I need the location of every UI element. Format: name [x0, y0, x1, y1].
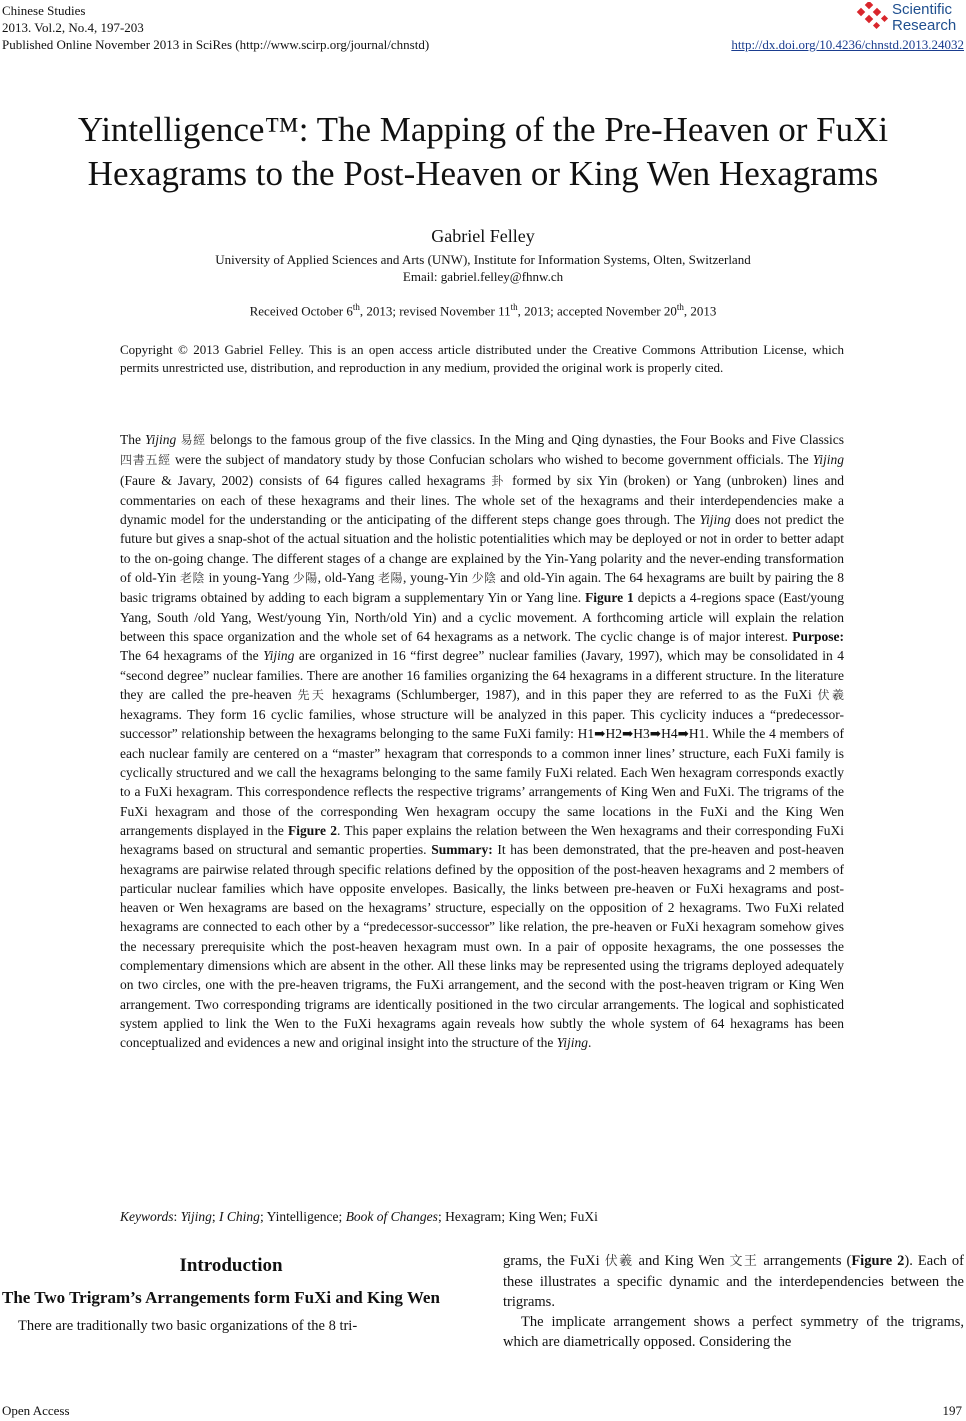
- keywords: Keywords: Yijing; I Ching; Yintelligence; Book of Changes; Hexagram; King Wen; FuXi: [120, 1209, 598, 1224]
- section-heading: Introduction: [179, 1255, 283, 1276]
- author-name: Gabriel Felley: [431, 226, 535, 246]
- figure-2-ref: Figure 2: [288, 822, 337, 838]
- abstract: The Yijing 易經 belongs to the famous group of the five classics. In the Ming and Qing dynasties, the Four Books and Five Classics 四書五經 were the subject of mandatory study by those Confucian scholars who wished to become government officials. The Yijing (Faure & Javary, 2002) consists of 64 figures called hexagrams 卦 formed by six Yin (broken) or Yang (unbroken) lines and commentaries on each of these hexagrams and their lines. The whole set of the hexagrams and their interdependencies make a dynamic model for the understanding or the anticipating of the different steps change goes through. The Yijing does not predict the future but gives a snap-shot of the actual situation and the holistic potentialities which may be deployed or not in order to better adapt to the on-going change. The different stages of a change are explained by the Yin-Yang polarity and the never-ending transformation of old-Yin 老陰 in young-Yang 少陽, old-Yang 老陽, young-Yin 少陰 and old-Yin again. The 64 hexagrams are built by pairing the 8 basic trigrams obtained by adding to each bigram a supplementary Yin or Yang line. Figure 1 depicts a 4-regions space (East/young Yang, South /old Yang, West/young Yin, North/old Yin) and a cyclic movement. A forthcoming article will explain the relation between this space organization and the whole set of 64 hexagrams as a network. The cyclic change is of major interest. Purpose: The 64 hexagrams of the Yijing are organized in 16 “first degree” nuclear families (Javary, 1997), which may be consolidated in 4 “second degree” nuclear families. There are another 16 families organizing the 64 hexagrams in a different structure. In the literature they are called the pre-heaven 先天 hexagrams (Schlumberger, 1987), and in this paper they are referred to as the FuXi 伏羲 hexagrams. They form 16 cyclic families, whose structure will be analyzed in this paper. This cyclicity induces a “predecessor-successor” relationship between the hexagrams belonging to the same FuXi family: H1➡H2➡H3➡H4➡H1. While the 4 members of each nuclear family are centered on a “master” hexagram that corresponds to a common inner lines’ structure, each FuXi family is cyclically structured and we call the hexagrams belonging to the same family FuXi related. Each Wen hexagram corresponds exactly to a FuXi hexagram. This correspondence reflects the respective trigrams’ arrangements of King Wen and FuXi. The trigrams of the FuXi hexagram and those of the corresponding Wen hexagram occupy the same locations in the FuXi and the King Wen arrangements displayed in the Figure 2. This paper explains the relation between the Wen hexagrams and their corresponding FuXi hexagrams based on structural and semantic properties. Summary: It has been demonstrated, that the pre-heaven and post-heaven hexagrams are pairwise related through specific relations defined by the opposition of the post-heaven hexagrams and 2 members of particular nuclear families which have opposite envelopes. Basically, the links between pre-heaven or FuXi hexagrams and post-heaven or Wen hexagrams are based on the hexagrams’ structure, especially on the opposition of 2 hexagrams. Two FuXi related hexagrams are connected to each other by a “predecessor-successor” like relation, the pre-heaven or FuXi hexagram somehow gives the necessary prerequisite which the post-heaven hexagram must own. In a pair of opposite hexagrams, the one possesses the complementary dimensions which are absent in the other. All these links may be represented using the trigrams deployed adequately on two circles, one with the pre-heaven trigrams, the FuXi arrangement, and the second with the post-heaven trigram or King Wen arrangement. Two corresponding trigrams are identically positioned in the two circular arrangements. The logical and sophisticated system applied to link the Wen to the FuXi hexagrams again reveals how subtly the whole system of 64 hexagrams has been conceptualized and evidences a new and original insight into the structure of the Yijing.: [120, 432, 845, 1051]
- right-column: [503, 1251, 964, 1352]
- copyright-notice: Copyright © 2013 Gabriel Felley. This is an open access article distributed under the Creative Commons Attribution License, which permits unrestricted use, distribution, and reproduction in any medium, provided the original work is properly cited.: [120, 342, 844, 375]
- body-paragraph-2: The implicate arrangement shows a perfect symmetry of the trigrams, which are diametrically opposed. Considering the: [503, 1314, 964, 1350]
- affiliation: University of Applied Sciences and Arts (UNW), Institute for Information Systems, Olten, Switzerland: [215, 252, 751, 267]
- figure-1-ref: Figure 1: [585, 590, 634, 606]
- page-number: 197: [942, 1403, 962, 1418]
- footer-open-access: Open Access: [2, 1403, 70, 1418]
- author-email: Email: gabriel.felley@fhnw.ch: [402, 269, 564, 284]
- summary-label: Summary:: [431, 842, 493, 858]
- left-column: [2, 1255, 460, 1336]
- doi-link[interactable]: http://dx.doi.org/10.4236/chnstd.2013.24032: [731, 37, 964, 52]
- subsection-heading: The Two Trigram’s Arrangements form FuXi and King Wen: [2, 1288, 440, 1307]
- yijing-term: Yijing: [144, 432, 177, 447]
- publisher-logo: [852, 0, 962, 40]
- logo-word-1: Scientific: [892, 1, 953, 18]
- paper-title: [20, 108, 946, 196]
- published-online: Published Online November 2013 in SciRes (http://www.scirp.org/journal/chnstd): [2, 37, 430, 52]
- volume-info: 2013. Vol.2, No.4, 197-203: [2, 20, 144, 35]
- logo-word-2: Research: [892, 17, 957, 34]
- title-line-2: Hexagrams to the Post-Heaven or King Wen Hexagrams: [87, 154, 879, 193]
- publisher-logo-icon: [852, 2, 890, 32]
- purpose-label: Purpose:: [792, 628, 844, 644]
- figure-2-ref-body: Figure 2: [851, 1253, 905, 1269]
- page-footer: [2, 1403, 964, 1419]
- title-line-1: Yintelligence™: The Mapping of the Pre-Heaven or FuXi: [77, 110, 889, 149]
- journal-name: Chinese Studies: [2, 3, 86, 18]
- article-dates: Received October 6th, 2013; revised November 11th, 2013; accepted November 20th, 2013: [249, 302, 717, 319]
- body-paragraph-1: grams, the FuXi 伏羲 and King Wen 文王 arrangements (Figure 2). Each of these illustrates a specific dynamic and the interdependencies between the trigrams.: [503, 1253, 964, 1310]
- body-paragraph: There are traditionally two basic organizations of the 8 tri-: [18, 1318, 358, 1334]
